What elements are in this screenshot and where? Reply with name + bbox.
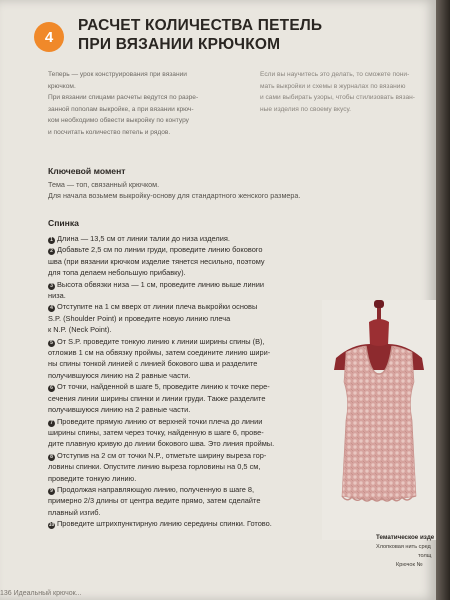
step-line	[48, 461, 348, 472]
step-text: ловины спинки. Опустите линию выреза горловины на 0,5 см,	[48, 462, 261, 472]
step-line	[48, 450, 348, 461]
intro-right-column	[260, 70, 432, 116]
intro-line: мать выкройки и схемы в журналах по вязанию	[260, 82, 406, 90]
instruction-steps	[48, 233, 348, 530]
step-line	[48, 473, 348, 484]
running-footer-text: Идеальный крючок...	[13, 590, 82, 597]
step-text: S.P. (Shoulder Point) и проведите новую линию плеча	[48, 313, 231, 323]
step-text: От точки, найденной в шаге 5, проведите линию к точке пере-	[57, 382, 270, 392]
step-text: Длина — 13,5 см от линии талии до низа изделия.	[57, 234, 230, 243]
step-text: дите плавную кривую до линии бокового шва. Это линия проймы.	[48, 439, 275, 449]
step-number-badge: 2	[48, 248, 55, 255]
step-line	[48, 495, 348, 506]
step-text: низа.	[48, 291, 66, 301]
step-text: Продолжая направляющую линию, полученную в шаге 8,	[57, 484, 255, 494]
step-text: Отступите на 1 см вверх от линии плеча выкройки основы	[57, 302, 258, 312]
step-text: шва (при вязании крючком изделие тянется несильно, поэтому	[48, 256, 265, 266]
page-number: 136	[0, 590, 12, 597]
top-photo	[322, 300, 436, 540]
title-line-2: ПРИ ВЯЗАНИИ КРЮЧКОМ	[78, 36, 281, 53]
key-moment-text	[48, 180, 378, 201]
step-line	[48, 233, 348, 244]
step-number-badge: 9	[48, 488, 55, 495]
step-text: получившуюся линию на 2 равные части.	[48, 405, 191, 415]
step-text: плавный изгиб.	[48, 507, 101, 517]
step-text: проведите тонкую линию.	[48, 473, 137, 483]
step-line	[48, 507, 348, 518]
mannequin-neck	[369, 319, 389, 348]
intro-line: При вязании спицами расчеты ведутся по разре-	[48, 94, 199, 102]
step-number-badge: 8	[48, 454, 55, 461]
step-number-badge: 4	[48, 305, 55, 312]
caption-line-3: Крючок №	[396, 562, 423, 568]
intro-line: ные изделия по своему вкусу.	[260, 105, 351, 113]
step-line	[48, 381, 348, 392]
key-moment-heading: Ключевой момент	[48, 166, 126, 176]
section-number-badge	[34, 22, 64, 52]
intro-line: Если вы научитесь это делать, то сможете пони-	[260, 71, 410, 78]
step-text: Добавьте 2,5 см по линии груди, проведите линию бокового	[57, 245, 263, 255]
step-line	[48, 324, 348, 335]
caption-title: Тематическое изде	[376, 534, 435, 541]
step-line	[48, 358, 348, 369]
caption-line-2: толщ	[418, 553, 432, 559]
step-line	[48, 404, 348, 415]
step-number-badge: 5	[48, 340, 55, 347]
step-line	[48, 290, 348, 301]
intro-line: Теперь — урок конструирования при вязании	[48, 71, 187, 78]
mannequin-knob	[374, 300, 384, 308]
step-text: получившуюся линию на 2 равные части.	[48, 370, 191, 380]
step-text: ны спины тонкой линией с линией бокового шва и разделите	[48, 359, 258, 369]
step-line	[48, 256, 348, 267]
key-moment-line: Тема — топ, связанный крючком.	[48, 180, 160, 189]
mannequin-with-top-illustration	[322, 300, 436, 540]
step-text: к N.P. (Neck Point).	[48, 325, 112, 335]
page-title	[78, 16, 408, 54]
step-number-badge: 10	[48, 522, 55, 529]
title-line-1: РАСЧЕТ КОЛИЧЕСТВА ПЕТЕЛЬ	[78, 17, 323, 34]
step-text: От S.P. проведите тонкую линию к линии ширины спины (B),	[57, 336, 265, 346]
step-line	[48, 370, 348, 381]
step-line	[48, 279, 348, 290]
step-text: Проведите штрихпунктирную линию середины спинки. Готово.	[57, 519, 272, 529]
intro-line: занной пополам выкройке, а при вязании крюч-	[48, 105, 194, 113]
step-line	[48, 518, 348, 529]
step-line	[48, 347, 348, 358]
step-text: для топа делаем небольшую прибавку).	[48, 268, 186, 278]
spec-heading: Спинка	[48, 218, 79, 228]
intro-line: и посчитать количество петель и рядов.	[48, 128, 171, 136]
book-spine-shadow	[436, 0, 450, 600]
key-moment-line: Для начала возьмем выкройку-основу для стандартного женского размера.	[48, 190, 301, 200]
step-text: Проведите прямую линию от верхней точки плеча до линии	[57, 416, 263, 426]
step-text: Отступив на 2 см от точки N.P., отметьте ширину выреза гор-	[57, 450, 267, 460]
section-number: 4	[44, 28, 54, 46]
step-line	[48, 336, 348, 347]
step-number-badge: 6	[48, 385, 55, 392]
step-line	[48, 484, 348, 495]
step-text: примерно 2/3 длины от центра ведите прямо, затем сделайте	[48, 496, 261, 506]
step-text: ширины спины, затем через точку, найденную в шаге 6, прове-	[48, 427, 264, 437]
step-line	[48, 416, 348, 427]
step-line	[48, 427, 348, 438]
step-text: отложив 1 см на обвязку проймы, затем соедините линию шири-	[48, 348, 271, 358]
section-header	[34, 14, 414, 64]
step-text: Высота обвязки низа — 1 см, проведите линию выше линии	[57, 279, 264, 289]
step-number-badge: 3	[48, 283, 55, 290]
step-line	[48, 438, 348, 449]
step-text: сечения линии ширины спинки и линии груди. Также разделите	[48, 393, 266, 403]
step-line	[48, 301, 348, 312]
step-line	[48, 244, 348, 255]
step-number-badge: 7	[48, 420, 55, 427]
intro-line: ком необходимо обвести выкройку по контуру	[48, 117, 189, 125]
caption-line-1: Хлопковая нить сред	[376, 544, 431, 550]
step-line	[48, 313, 348, 324]
step-number-badge: 1	[48, 237, 55, 244]
page-footer	[0, 590, 82, 597]
step-line	[48, 393, 348, 404]
intro-line: и сами выбирать узоры, чтобы стилизовать вязан-	[260, 94, 415, 102]
step-line	[48, 267, 348, 278]
intro-left-column	[48, 70, 248, 140]
intro-line: крючком.	[48, 82, 76, 90]
